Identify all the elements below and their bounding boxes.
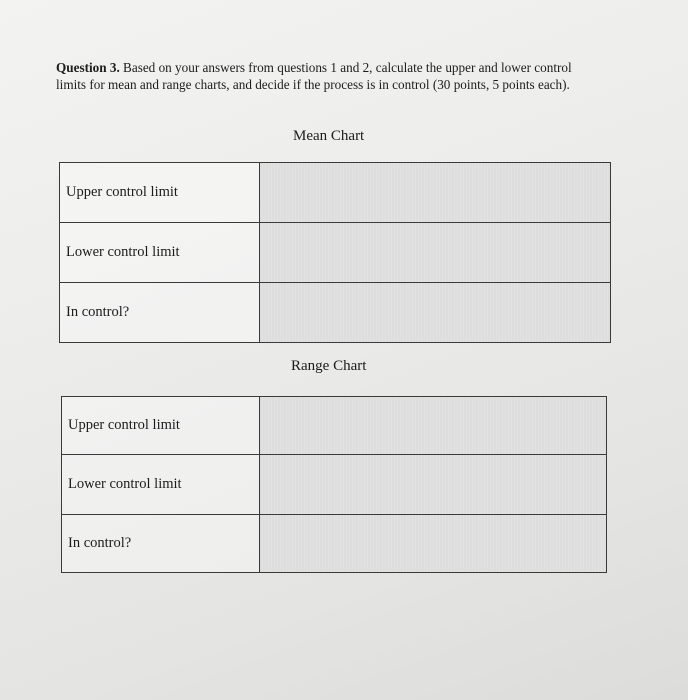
range-lower-limit-answer[interactable]	[260, 455, 607, 515]
mean-upper-limit-label: Upper control limit	[60, 163, 260, 223]
table-row	[62, 397, 607, 455]
mean-lower-limit-answer[interactable]	[260, 223, 611, 283]
question-body: Based on your answers from questions 1 and 2, calculate the upper and lower control limits for mean and range charts, and decide if the process is in control (30 points, 5 points each).	[56, 60, 572, 92]
table-row	[60, 163, 611, 223]
question-label: Question 3.	[56, 60, 120, 75]
range-chart-title: Range Chart	[291, 358, 367, 374]
range-in-control-answer[interactable]	[260, 515, 607, 573]
range-lower-limit-label: Lower control limit	[62, 455, 260, 515]
range-chart-table	[61, 396, 607, 573]
mean-lower-limit-label: Lower control limit	[60, 223, 260, 283]
table-row	[62, 455, 607, 515]
mean-in-control-answer[interactable]	[260, 283, 611, 343]
mean-upper-limit-answer[interactable]	[260, 163, 611, 223]
table-row	[62, 515, 607, 573]
mean-chart-table	[59, 162, 611, 343]
mean-chart-title: Mean Chart	[293, 128, 365, 144]
table-row	[60, 283, 611, 343]
mean-in-control-label: In control?	[60, 283, 260, 343]
range-upper-limit-label: Upper control limit	[62, 397, 260, 455]
range-upper-limit-answer[interactable]	[260, 397, 607, 455]
range-in-control-label: In control?	[62, 515, 260, 573]
table-row	[60, 223, 611, 283]
question-text-block	[56, 60, 596, 93]
